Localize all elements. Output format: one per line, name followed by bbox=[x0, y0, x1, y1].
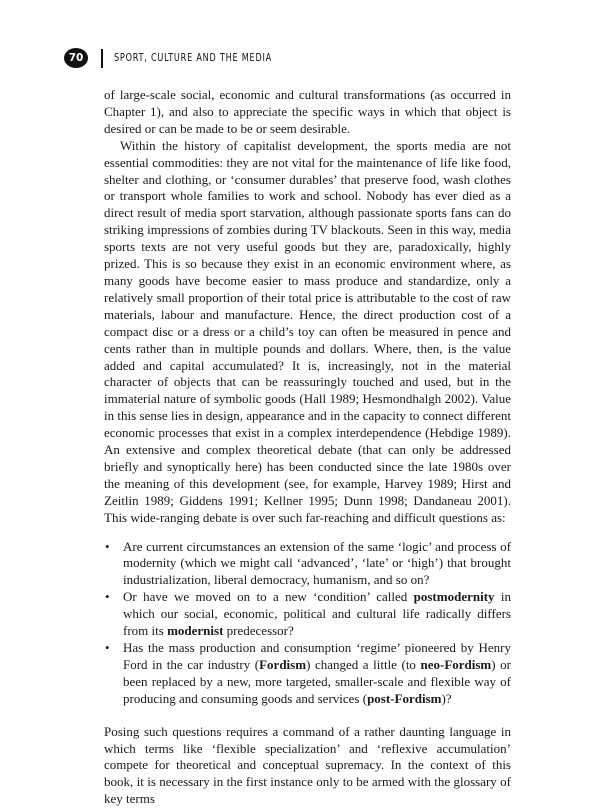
key-term: modernist bbox=[167, 623, 224, 639]
paragraph: Posing such questions requires a command of a rather daunting language in which terms like ‘flexible specialization’ and ‘reflexive accumulation’ compete for theoretical and conceptual supremacy. In the context of this book, it is necessary in the first instance only to be armed with the glossary of key terms bbox=[104, 723, 511, 807]
bullet-marker: • bbox=[105, 589, 110, 605]
paragraph: Within the history of capitalist development, the sports media are not essential commodities: they are not vital for the maintenance of life like food, shelter and clothing, or ‘consumer durables’ that preserve food, wash clothes or transport whole families to work and school. Nobody has ever died as a direct result of media sport starvation, although passionate sports fans can do striking impressions of zombies during TV blackouts. Seen in this way, media sports texts are not very useful goods but they are, paradoxically, highly prized. This is so because they exist in an economic environment where, as many goods have become easier to mass produce and standardize, only a relatively small proportion of their total price is attributable to the cost of raw materials, labour and manufacture. Hence, the direct production cost of a compact disc or a dress or a child’s toy can often be measured in pence and cents rather than in multiple pounds and dollars. Where, then, is the value added and capital accumulated? It is, increasingly, not in the material character of objects that can be reassuringly touched and used, but in the immaterial nature of symbolic goods (Hall 1989; Hesmondhalgh 2002). Value in this sense lies in design, appearance and in the capacity to connect different economic processes that exist in a complex interdependence (Hebdige 1989). An extensive and complex theoretical debate (that can only be addressed briefly and synoptically here) has been conducted since the late 1980s over the meaning of this development (see, for example, Harvey 1989; Hirst and Zeitlin 1989; Giddens 1991; Kellner 1995; Dunn 1998; Dandaneau 2001). This wide-ranging debate is over such far-reaching and difficult questions as: bbox=[104, 137, 511, 525]
list-item: • Or have we moved on to a new ‘condition’ called postmodernity in which our social, economic, political and cultural life radically differs from its modernist predecessor? bbox=[105, 589, 511, 639]
list-item: • Has the mass production and consumption ‘regime’ pioneered by Henry Ford in the car industry (Fordism) changed a little (to neo-Fordism) or been replaced by a new, more targeted, smaller-scale and flexible way of producing and consuming goods and services (post-Fordism)? bbox=[105, 640, 511, 706]
question-list bbox=[104, 539, 511, 708]
paragraph-continued: of large-scale social, economic and cultural transformations (as occurred in Chapter 1), and also to appreciate the specific ways in which that object is desired or can be made to be or seem desirable. bbox=[104, 87, 511, 136]
key-term: neo-Fordism bbox=[420, 656, 492, 672]
key-term: post-Fordism bbox=[367, 690, 442, 706]
body-text bbox=[104, 87, 511, 808]
running-header bbox=[64, 46, 298, 70]
header-divider bbox=[101, 49, 103, 68]
key-term: postmodernity bbox=[413, 589, 495, 605]
list-item: • Are current circumstances an extension of the same ‘logic’ and process of modernity (which we might call ‘advanced’, ‘late’ or ‘high’) that brought industrialization, liberal democracy, humanism, and so on? bbox=[105, 538, 511, 588]
page-number: 70 bbox=[64, 48, 88, 68]
bullet-marker: • bbox=[105, 640, 110, 655]
running-title: SPORT, CULTURE AND THE MEDIA bbox=[114, 52, 272, 64]
key-term: Fordism bbox=[259, 656, 307, 672]
bullet-marker: • bbox=[105, 538, 110, 554]
